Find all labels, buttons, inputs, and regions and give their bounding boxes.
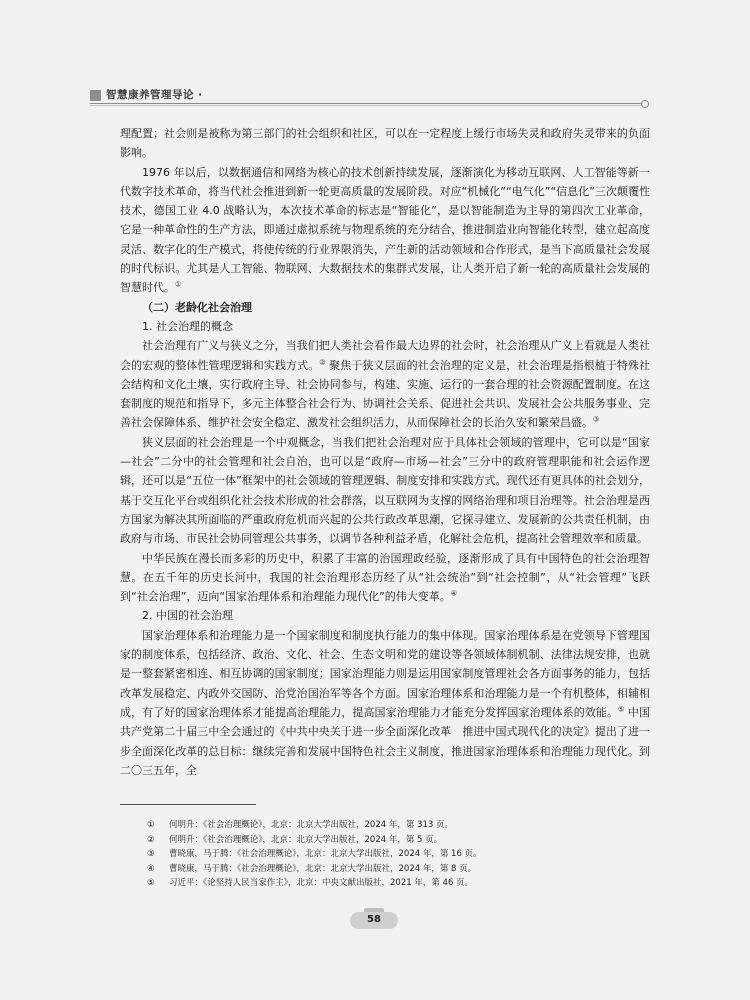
footnote-ref-1[interactable]: ① <box>175 280 182 289</box>
body-text <box>120 124 650 780</box>
footnote-item: ③ 曹晓康，马于腾：《社会治理概论》，北京：北京大学出版社，2024 年，第 16 页。 <box>147 849 482 860</box>
running-header <box>90 86 650 106</box>
footnote-item: ⑤ 习近平：《论坚持人民当家作主》，北京：中央文献出版社，2021 年，第 46 页。 <box>147 878 474 889</box>
paragraph-1: 理配置；社会则是被称为第三部门的社会组织和社区，可以在一定程度上缓行市场失灵和政府失灵带来的负面影响。 <box>120 127 650 160</box>
section-heading: （二）老龄化社会治理 <box>142 300 252 314</box>
header-marker-icon <box>90 90 101 101</box>
paragraph-6: 国家治理体系和治理能力是一个国家制度和制度执行能力的集中体现。国家治理体系是在党领导下管理国家的制度体系，包括经济、政治、文化、社会、生态文明和党的建设等各领域体制机制、法律法规安排，也就是一整套紧密相连、相互协调的国家制度；国家治理能力则是运用国家制度管理社会各方面事务的能力，包括改革发展稳定、内政外交国防、治党治国治军等各个方面。国家治理体系和治理能力是一个有机整体，相辅相成，有了好的国家治理体系才能提高治理能力，提高国家治理能力才能充分发挥国家治理体系的效能。⑤ 中国共产党第二十届三中全会通过的《中共中央关于进一步全面深化改革 推进中国式现代化的决定》提出了进一步全面深化改革的总目标：继续完善和发展中国特色社会主义制度，推进国家治理体系和治理能力现代化。到二〇三五年，全 <box>120 628 650 777</box>
header-rule <box>90 103 643 104</box>
footnote-ref-4[interactable]: ④ <box>450 589 458 598</box>
paragraph-2: 1976 年以后，以数据通信和网络为核心的技术创新持续发展，逐渐演化为移动互联网、人工智能等新一代数字技术革命，将当代社会推进到新一轮更高质量的发展阶段。对应“机械化”“电气化”“信息化”三次颠覆性技术，德国工业 4.0 战略认为，本次技术革命的标志是“智能化”，是以智能制造为主导的第四次工业革命，它是一种革命性的生产方法，即通过虚拟系统与物理系统的充分结合，推进制造业向智能化转型，建立起高度灵活、数字化的生产模式，将使传统的行业界限消失，产生新的活动领域和合作形式，是当下高质量社会发展的时代标识。尤其是人工智能、物联网、大数据技术的集群式发展，让人类开启了新一轮的高质量社会发展的智慧时代。① <box>120 165 650 295</box>
footnote-rule <box>120 804 256 805</box>
subsection-heading-2: 2. 中国的社会治理 <box>142 609 233 623</box>
header-rule-end-icon <box>641 100 649 108</box>
footnote-ref-5[interactable]: ⑤ <box>618 705 625 714</box>
footnote-ref-2[interactable]: ② <box>319 357 326 366</box>
page-number: 58 <box>367 914 381 925</box>
header-title: 智慧康养管理导论 · <box>106 89 203 101</box>
footnote-item: ① 何明升：《社会治理概论》，北京：北京大学出版社，2024 年，第 313 页。 <box>147 820 453 830</box>
footnote-ref-3[interactable]: ③ <box>593 415 600 424</box>
paragraph-5: 中华民族在漫长而多彩的历史中，积累了丰富的治国理政经验，逐渐形成了具有中国特色的社会治理智慧。在五千年的历史长河中，我国的社会治理形态历经了从“社会统治”到“社会控制”，从“社会管理”飞跃到“社会治理”，迈向“国家治理体系和治理能力现代化”的伟大变革。④ <box>120 551 650 604</box>
footnote-item: ④ 曹晓康，马于腾：《社会治理概论》，北京：北京大学出版社，2024 年，第 8 页。 <box>147 863 477 874</box>
paragraph-3: 社会治理有广义与狭义之分，当我们把人类社会看作最大边界的社会时，社会治理从广义上看就是人类社会的宏观的整体性管理逻辑和实践方式。② 聚焦于狭义层面的社会治理的定义是，社会治理是指根植于特殊社会结构和文化土壤，实行政府主导、社会协同参与，构建、实施、运行的一套合理的社会资源配置制度。在这套制度的规范和指导下，多元主体整合社会行为、协调社会关系、促进社会共识、发展社会公共服务事业、完善社会保障体系、维护社会安全稳定、激发社会组织活力，从而保障社会的长治久安和繁荣昌盛。③ <box>120 339 651 430</box>
page-number-badge <box>350 908 398 934</box>
paragraph-4: 狭义层面的社会治理是一个中观概念，当我们把社会治理对应于具体社会领域的管理中，它可以是“国家—社会”二分中的社会管理和社会自治，也可以是“政府—市场—社会”三分中的政府管理职能和社会运作逻辑，还可以是“五位一体”框架中的社会领域的管理逻辑、制度安排和实践方式。现代还有更具体的社会划分，基于交互化平台或组织化社会技术形成的社会群落，以互联网为支撑的网络治理和项目治理等。社会治理是西方国家为解决其所面临的严重政府危机而兴起的公共行政改革思潮，它探寻建立、发展新的公共责任机制，由政府与市场、市民社会协同管理公共事务，以调节各种利益矛盾，化解社会危机，提高社会管理效率和质量。 <box>120 435 650 546</box>
footnotes <box>147 818 647 891</box>
footnote-item: ② 何明升：《社会治理概论》，北京：北京大学出版社，2024 年，第 5 页。 <box>147 834 443 845</box>
subsection-heading-1: 1. 社会治理的概念 <box>142 319 233 333</box>
header-rule-thin <box>90 105 643 106</box>
